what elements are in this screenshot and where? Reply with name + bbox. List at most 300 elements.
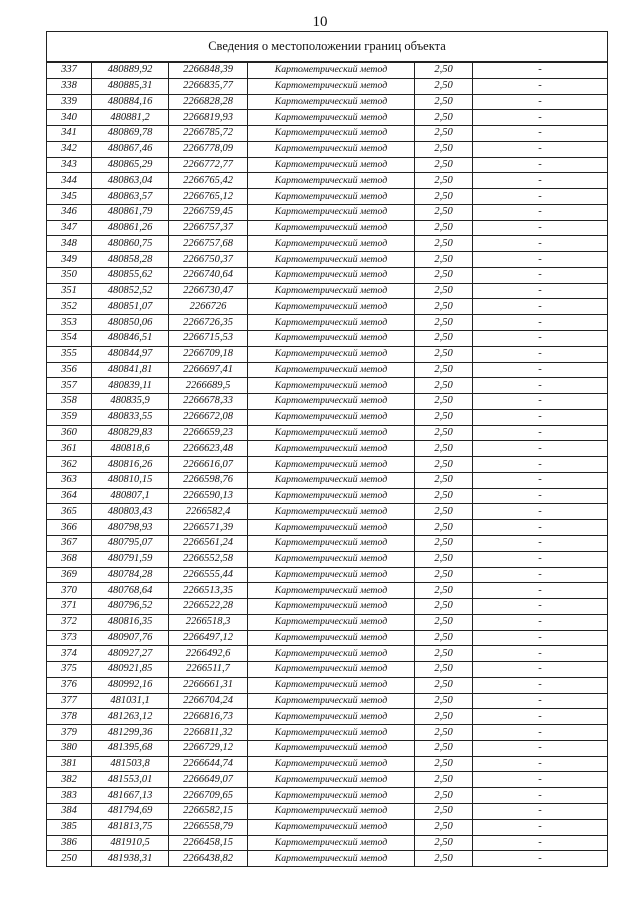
x-coordinate-cell: 480795,07 <box>92 535 169 551</box>
description-cell: - <box>473 646 608 662</box>
point-number-cell: 366 <box>47 520 92 536</box>
method-cell: Картометрический метод <box>248 331 415 347</box>
method-cell: Картометрический метод <box>248 740 415 756</box>
point-number-cell: 341 <box>47 126 92 142</box>
table-row <box>47 63 608 79</box>
method-cell: Картометрический метод <box>248 315 415 331</box>
accuracy-cell: 2,50 <box>415 819 473 835</box>
method-cell: Картометрический метод <box>248 78 415 94</box>
y-coordinate-cell: 2266778,09 <box>169 141 248 157</box>
x-coordinate-cell: 480784,28 <box>92 567 169 583</box>
description-cell: - <box>473 520 608 536</box>
table-row <box>47 173 608 189</box>
method-cell: Картометрический метод <box>248 756 415 772</box>
accuracy-cell: 2,50 <box>415 488 473 504</box>
accuracy-cell: 2,50 <box>415 725 473 741</box>
y-coordinate-cell: 2266522,28 <box>169 599 248 615</box>
y-coordinate-cell: 2266552,58 <box>169 551 248 567</box>
table-row <box>47 267 608 283</box>
description-cell: - <box>473 346 608 362</box>
description-cell: - <box>473 677 608 693</box>
method-cell: Картометрический метод <box>248 141 415 157</box>
x-coordinate-cell: 480844,97 <box>92 346 169 362</box>
x-coordinate-cell: 480885,31 <box>92 78 169 94</box>
point-number-cell: 348 <box>47 236 92 252</box>
description-cell: - <box>473 63 608 79</box>
table-row <box>47 346 608 362</box>
table-row <box>47 457 608 473</box>
table-row <box>47 504 608 520</box>
table-row <box>47 157 608 173</box>
x-coordinate-cell: 481503,8 <box>92 756 169 772</box>
accuracy-cell: 2,50 <box>415 425 473 441</box>
accuracy-cell: 2,50 <box>415 299 473 315</box>
accuracy-cell: 2,50 <box>415 535 473 551</box>
y-coordinate-cell: 2266511,7 <box>169 662 248 678</box>
y-coordinate-cell: 2266497,12 <box>169 630 248 646</box>
accuracy-cell: 2,50 <box>415 252 473 268</box>
table-row <box>47 189 608 205</box>
accuracy-cell: 2,50 <box>415 756 473 772</box>
y-coordinate-cell: 2266757,37 <box>169 220 248 236</box>
x-coordinate-cell: 480803,43 <box>92 504 169 520</box>
x-coordinate-cell: 480884,16 <box>92 94 169 110</box>
method-cell: Картометрический метод <box>248 441 415 457</box>
description-cell: - <box>473 614 608 630</box>
description-cell: - <box>473 394 608 410</box>
y-coordinate-cell: 2266740,64 <box>169 267 248 283</box>
point-number-cell: 355 <box>47 346 92 362</box>
description-cell: - <box>473 315 608 331</box>
description-cell: - <box>473 378 608 394</box>
method-cell: Картометрический метод <box>248 252 415 268</box>
y-coordinate-cell: 2266772,77 <box>169 157 248 173</box>
description-cell: - <box>473 220 608 236</box>
x-coordinate-cell: 481553,01 <box>92 772 169 788</box>
x-coordinate-cell: 480861,26 <box>92 220 169 236</box>
y-coordinate-cell: 2266765,42 <box>169 173 248 189</box>
description-cell: - <box>473 583 608 599</box>
description-cell: - <box>473 740 608 756</box>
description-cell: - <box>473 126 608 142</box>
accuracy-cell: 2,50 <box>415 189 473 205</box>
x-coordinate-cell: 480835,9 <box>92 394 169 410</box>
x-coordinate-cell: 481813,75 <box>92 819 169 835</box>
x-coordinate-cell: 480860,75 <box>92 236 169 252</box>
table-row <box>47 772 608 788</box>
method-cell: Картометрический метод <box>248 409 415 425</box>
y-coordinate-cell: 2266598,76 <box>169 472 248 488</box>
x-coordinate-cell: 481263,12 <box>92 709 169 725</box>
description-cell: - <box>473 409 608 425</box>
y-coordinate-cell: 2266438,82 <box>169 851 248 867</box>
method-cell: Картометрический метод <box>248 851 415 867</box>
x-coordinate-cell: 480992,16 <box>92 677 169 693</box>
point-number-cell: 375 <box>47 662 92 678</box>
description-cell: - <box>473 204 608 220</box>
method-cell: Картометрический метод <box>248 204 415 220</box>
y-coordinate-cell: 2266819,93 <box>169 110 248 126</box>
x-coordinate-cell: 480907,76 <box>92 630 169 646</box>
description-cell: - <box>473 630 608 646</box>
description-cell: - <box>473 157 608 173</box>
point-number-cell: 364 <box>47 488 92 504</box>
description-cell: - <box>473 283 608 299</box>
point-number-cell: 367 <box>47 535 92 551</box>
table-row <box>47 535 608 551</box>
point-number-cell: 359 <box>47 409 92 425</box>
description-cell: - <box>473 425 608 441</box>
x-coordinate-cell: 481031,1 <box>92 693 169 709</box>
point-number-cell: 383 <box>47 788 92 804</box>
table-row <box>47 583 608 599</box>
x-coordinate-cell: 481299,36 <box>92 725 169 741</box>
y-coordinate-cell: 2266649,07 <box>169 772 248 788</box>
method-cell: Картометрический метод <box>248 567 415 583</box>
accuracy-cell: 2,50 <box>415 173 473 189</box>
method-cell: Картометрический метод <box>248 614 415 630</box>
point-number-cell: 362 <box>47 457 92 473</box>
accuracy-cell: 2,50 <box>415 94 473 110</box>
x-coordinate-cell: 480861,79 <box>92 204 169 220</box>
point-number-cell: 349 <box>47 252 92 268</box>
table-row <box>47 646 608 662</box>
x-coordinate-cell: 480852,52 <box>92 283 169 299</box>
y-coordinate-cell: 2266590,13 <box>169 488 248 504</box>
table-row <box>47 409 608 425</box>
accuracy-cell: 2,50 <box>415 236 473 252</box>
method-cell: Картометрический метод <box>248 236 415 252</box>
section-title: Сведения о местоположении границ объекта <box>46 31 608 62</box>
point-number-cell: 353 <box>47 315 92 331</box>
x-coordinate-cell: 480927,27 <box>92 646 169 662</box>
point-number-cell: 343 <box>47 157 92 173</box>
point-number-cell: 376 <box>47 677 92 693</box>
accuracy-cell: 2,50 <box>415 315 473 331</box>
y-coordinate-cell: 2266704,24 <box>169 693 248 709</box>
point-number-cell: 380 <box>47 740 92 756</box>
y-coordinate-cell: 2266661,31 <box>169 677 248 693</box>
description-cell: - <box>473 110 608 126</box>
description-cell: - <box>473 504 608 520</box>
accuracy-cell: 2,50 <box>415 835 473 851</box>
coordinates-table <box>46 62 608 867</box>
method-cell: Картометрический метод <box>248 425 415 441</box>
point-number-cell: 365 <box>47 504 92 520</box>
method-cell: Картометрический метод <box>248 819 415 835</box>
point-number-cell: 250 <box>47 851 92 867</box>
point-number-cell: 347 <box>47 220 92 236</box>
description-cell: - <box>473 362 608 378</box>
point-number-cell: 373 <box>47 630 92 646</box>
point-number-cell: 344 <box>47 173 92 189</box>
x-coordinate-cell: 481667,13 <box>92 788 169 804</box>
y-coordinate-cell: 2266513,35 <box>169 583 248 599</box>
method-cell: Картометрический метод <box>248 693 415 709</box>
y-coordinate-cell: 2266709,18 <box>169 346 248 362</box>
description-cell: - <box>473 236 608 252</box>
description-cell: - <box>473 709 608 725</box>
point-number-cell: 345 <box>47 189 92 205</box>
description-cell: - <box>473 851 608 867</box>
y-coordinate-cell: 2266730,47 <box>169 283 248 299</box>
accuracy-cell: 2,50 <box>415 141 473 157</box>
method-cell: Картометрический метод <box>248 299 415 315</box>
accuracy-cell: 2,50 <box>415 583 473 599</box>
x-coordinate-cell: 480833,55 <box>92 409 169 425</box>
accuracy-cell: 2,50 <box>415 409 473 425</box>
method-cell: Картометрический метод <box>248 189 415 205</box>
description-cell: - <box>473 756 608 772</box>
method-cell: Картометрический метод <box>248 94 415 110</box>
y-coordinate-cell: 2266765,12 <box>169 189 248 205</box>
table-row <box>47 378 608 394</box>
description-cell: - <box>473 457 608 473</box>
y-coordinate-cell: 2266709,65 <box>169 788 248 804</box>
description-cell: - <box>473 693 608 709</box>
point-number-cell: 382 <box>47 772 92 788</box>
accuracy-cell: 2,50 <box>415 362 473 378</box>
table-row <box>47 236 608 252</box>
description-cell: - <box>473 78 608 94</box>
method-cell: Картометрический метод <box>248 551 415 567</box>
y-coordinate-cell: 2266729,12 <box>169 740 248 756</box>
description-cell: - <box>473 472 608 488</box>
method-cell: Картометрический метод <box>248 63 415 79</box>
table-row <box>47 220 608 236</box>
description-cell: - <box>473 299 608 315</box>
point-number-cell: 337 <box>47 63 92 79</box>
x-coordinate-cell: 480858,28 <box>92 252 169 268</box>
table-row <box>47 520 608 536</box>
point-number-cell: 381 <box>47 756 92 772</box>
method-cell: Картометрический метод <box>248 283 415 299</box>
x-coordinate-cell: 480881,2 <box>92 110 169 126</box>
method-cell: Картометрический метод <box>248 457 415 473</box>
table-row <box>47 110 608 126</box>
table-row <box>47 567 608 583</box>
description-cell: - <box>473 835 608 851</box>
description-cell: - <box>473 252 608 268</box>
accuracy-cell: 2,50 <box>415 646 473 662</box>
table-row <box>47 693 608 709</box>
table-row <box>47 441 608 457</box>
table-row <box>47 299 608 315</box>
y-coordinate-cell: 2266518,3 <box>169 614 248 630</box>
point-number-cell: 363 <box>47 472 92 488</box>
boundary-sheet <box>46 31 608 867</box>
y-coordinate-cell: 2266555,44 <box>169 567 248 583</box>
y-coordinate-cell: 2266689,5 <box>169 378 248 394</box>
method-cell: Картометрический метод <box>248 725 415 741</box>
point-number-cell: 372 <box>47 614 92 630</box>
x-coordinate-cell: 480829,83 <box>92 425 169 441</box>
y-coordinate-cell: 2266616,07 <box>169 457 248 473</box>
coordinates-table-body <box>47 63 608 867</box>
method-cell: Картометрический метод <box>248 267 415 283</box>
table-row <box>47 662 608 678</box>
description-cell: - <box>473 488 608 504</box>
x-coordinate-cell: 480851,07 <box>92 299 169 315</box>
point-number-cell: 352 <box>47 299 92 315</box>
point-number-cell: 354 <box>47 331 92 347</box>
x-coordinate-cell: 480921,85 <box>92 662 169 678</box>
method-cell: Картометрический метод <box>248 583 415 599</box>
method-cell: Картометрический метод <box>248 835 415 851</box>
x-coordinate-cell: 480846,51 <box>92 331 169 347</box>
table-row <box>47 677 608 693</box>
point-number-cell: 361 <box>47 441 92 457</box>
x-coordinate-cell: 480841,81 <box>92 362 169 378</box>
accuracy-cell: 2,50 <box>415 157 473 173</box>
x-coordinate-cell: 480865,29 <box>92 157 169 173</box>
accuracy-cell: 2,50 <box>415 472 473 488</box>
accuracy-cell: 2,50 <box>415 520 473 536</box>
point-number-cell: 385 <box>47 819 92 835</box>
description-cell: - <box>473 662 608 678</box>
point-number-cell: 339 <box>47 94 92 110</box>
description-cell: - <box>473 567 608 583</box>
table-row <box>47 614 608 630</box>
x-coordinate-cell: 480867,46 <box>92 141 169 157</box>
point-number-cell: 374 <box>47 646 92 662</box>
y-coordinate-cell: 2266644,74 <box>169 756 248 772</box>
description-cell: - <box>473 819 608 835</box>
accuracy-cell: 2,50 <box>415 630 473 646</box>
description-cell: - <box>473 267 608 283</box>
accuracy-cell: 2,50 <box>415 677 473 693</box>
method-cell: Картометрический метод <box>248 126 415 142</box>
accuracy-cell: 2,50 <box>415 220 473 236</box>
point-number-cell: 358 <box>47 394 92 410</box>
point-number-cell: 342 <box>47 141 92 157</box>
accuracy-cell: 2,50 <box>415 441 473 457</box>
accuracy-cell: 2,50 <box>415 614 473 630</box>
description-cell: - <box>473 141 608 157</box>
accuracy-cell: 2,50 <box>415 63 473 79</box>
method-cell: Картометрический метод <box>248 630 415 646</box>
page-number: 10 <box>312 14 328 30</box>
table-row <box>47 740 608 756</box>
table-row <box>47 851 608 867</box>
method-cell: Картометрический метод <box>248 220 415 236</box>
x-coordinate-cell: 480807,1 <box>92 488 169 504</box>
y-coordinate-cell: 2266828,28 <box>169 94 248 110</box>
method-cell: Картометрический метод <box>248 488 415 504</box>
y-coordinate-cell: 2266785,72 <box>169 126 248 142</box>
point-number-cell: 379 <box>47 725 92 741</box>
point-number-cell: 346 <box>47 204 92 220</box>
point-number-cell: 378 <box>47 709 92 725</box>
method-cell: Картометрический метод <box>248 157 415 173</box>
accuracy-cell: 2,50 <box>415 740 473 756</box>
y-coordinate-cell: 2266561,24 <box>169 535 248 551</box>
x-coordinate-cell: 480818,6 <box>92 441 169 457</box>
point-number-cell: 369 <box>47 567 92 583</box>
table-row <box>47 362 608 378</box>
x-coordinate-cell: 480869,78 <box>92 126 169 142</box>
y-coordinate-cell: 2266659,23 <box>169 425 248 441</box>
accuracy-cell: 2,50 <box>415 772 473 788</box>
table-row <box>47 488 608 504</box>
accuracy-cell: 2,50 <box>415 693 473 709</box>
table-row <box>47 141 608 157</box>
accuracy-cell: 2,50 <box>415 110 473 126</box>
x-coordinate-cell: 480863,57 <box>92 189 169 205</box>
point-number-cell: 350 <box>47 267 92 283</box>
x-coordinate-cell: 480791,59 <box>92 551 169 567</box>
table-row <box>47 315 608 331</box>
point-number-cell: 360 <box>47 425 92 441</box>
point-number-cell: 340 <box>47 110 92 126</box>
x-coordinate-cell: 480850,06 <box>92 315 169 331</box>
point-number-cell: 357 <box>47 378 92 394</box>
table-row <box>47 725 608 741</box>
table-row <box>47 599 608 615</box>
accuracy-cell: 2,50 <box>415 504 473 520</box>
y-coordinate-cell: 2266835,77 <box>169 78 248 94</box>
method-cell: Картометрический метод <box>248 520 415 536</box>
method-cell: Картометрический метод <box>248 803 415 819</box>
y-coordinate-cell: 2266672,08 <box>169 409 248 425</box>
accuracy-cell: 2,50 <box>415 204 473 220</box>
table-row <box>47 425 608 441</box>
point-number-cell: 386 <box>47 835 92 851</box>
method-cell: Картометрический метод <box>248 677 415 693</box>
y-coordinate-cell: 2266726,35 <box>169 315 248 331</box>
table-row <box>47 472 608 488</box>
point-number-cell: 384 <box>47 803 92 819</box>
accuracy-cell: 2,50 <box>415 78 473 94</box>
accuracy-cell: 2,50 <box>415 378 473 394</box>
accuracy-cell: 2,50 <box>415 267 473 283</box>
y-coordinate-cell: 2266811,32 <box>169 725 248 741</box>
method-cell: Картометрический метод <box>248 173 415 189</box>
accuracy-cell: 2,50 <box>415 551 473 567</box>
description-cell: - <box>473 772 608 788</box>
point-number-cell: 338 <box>47 78 92 94</box>
description-cell: - <box>473 94 608 110</box>
table-row <box>47 94 608 110</box>
table-row <box>47 331 608 347</box>
x-coordinate-cell: 480889,92 <box>92 63 169 79</box>
table-row <box>47 551 608 567</box>
accuracy-cell: 2,50 <box>415 457 473 473</box>
y-coordinate-cell: 2266582,4 <box>169 504 248 520</box>
table-row <box>47 78 608 94</box>
table-row <box>47 803 608 819</box>
table-row <box>47 709 608 725</box>
method-cell: Картометрический метод <box>248 599 415 615</box>
table-row <box>47 283 608 299</box>
table-row <box>47 252 608 268</box>
method-cell: Картометрический метод <box>248 662 415 678</box>
y-coordinate-cell: 2266750,37 <box>169 252 248 268</box>
accuracy-cell: 2,50 <box>415 851 473 867</box>
description-cell: - <box>473 788 608 804</box>
point-number-cell: 377 <box>47 693 92 709</box>
method-cell: Картометрический метод <box>248 772 415 788</box>
accuracy-cell: 2,50 <box>415 662 473 678</box>
method-cell: Картометрический метод <box>248 362 415 378</box>
x-coordinate-cell: 480768,64 <box>92 583 169 599</box>
description-cell: - <box>473 725 608 741</box>
method-cell: Картометрический метод <box>248 709 415 725</box>
method-cell: Картометрический метод <box>248 472 415 488</box>
y-coordinate-cell: 2266759,45 <box>169 204 248 220</box>
method-cell: Картометрический метод <box>248 110 415 126</box>
point-number-cell: 356 <box>47 362 92 378</box>
